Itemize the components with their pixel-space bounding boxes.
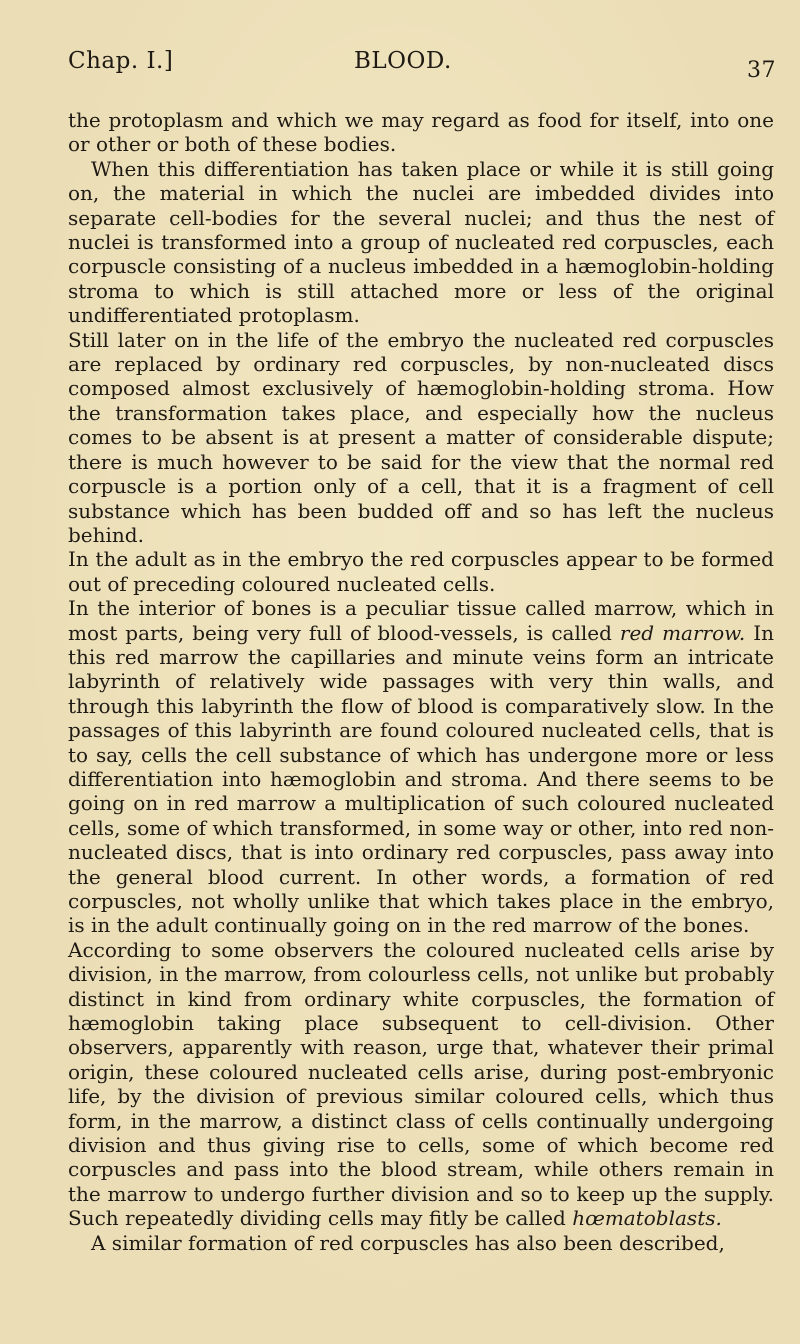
chapter-label: Chap. I.] — [68, 48, 174, 74]
running-head — [68, 48, 776, 88]
paragraph-text: Still later on in the life of the embryo the nucleated red corpuscles are replaced by ordinary red corpuscles, by non-nucleated discs composed almost exclusively of hæmoglobin-holding stroma. How the transformation takes place, and especially how the nucleus comes to be absent is at present a matter of considerable dispute; there is much however to be said for the view that the normal red corpuscle is a portion only of a cell, that it is a fragment of cell substance which has been budded off and so has left the nucleus behind. — [68, 327, 774, 547]
term-emphasis: red marrow. — [619, 620, 746, 645]
paragraph-text: A similar formation of red corpuscles has also been described, — [91, 1230, 725, 1255]
paragraph-text: the protoplasm and which we may regard as food for itself, into one or other or both of these bodies. — [68, 108, 774, 157]
paragraph-text: In the adult as in the embryo the red corpuscles appear to be formed out of preceding coloured nucleated cells. — [68, 547, 774, 596]
paragraph — [68, 108, 774, 157]
paragraph-text: When this differentiation has taken place or while it is still going on, the material in which the nuclei are imbedded divides into separate cell-bodies for the several nuclei; and thus the nest of nuclei is transformed into a group of nucleated red corpuscles, each corpuscle consisting of a nucleus imbedded in a hæmoglobin-holding stroma to which is still attached more or less of the original undifferentiated protoplasm. — [68, 156, 774, 328]
term-emphasis: hœmatoblasts. — [572, 1206, 722, 1231]
paragraph-text: According to some observers the coloured nucleated cells arise by division, in the marrow, from colourless cells, not unlike but probably distinct in kind from ordinary white corpuscles, the formation of hæmoglobin taking place subsequent to cell-division. Other observers, apparently with reason, urge that, whatever their primal origin, these coloured nucleated cells arise, during post-embryonic life, by the division of previous similar coloured cells, which thus form, in the marrow, a distinct class of cells continually undergoing division and thus giving rise to cells, some of which become red corpuscles and pass into the blood stream, while others remain in the marrow to undergo further division and so to keep up the supply. Such repeatedly dividing cells may fitly be called — [68, 937, 774, 1231]
paragraph-text: In this red marrow the capillaries and minute veins form an intricate labyrinth of relatively wide passages with very thin walls, and through this labyrinth the flow of blood is comparatively slow. In the passages of this labyrinth are found coloured nucleated cells, that is to say, cells the cell substance of which has undergone more or less differentiation into hæmoglobin and stroma. And there seems to be going on in red marrow a multiplication of such coloured nucleated cells, some of which transformed, in some way or other, into red non-nucleated discs, that is into ordinary red corpuscles, pass away into the general blood current. In other words, a formation of red corpuscles, not wholly unlike that which takes place in the embryo, is in the adult continually going on in the red marrow of the bones. — [68, 620, 774, 938]
body-text — [68, 108, 774, 1255]
paragraph — [68, 328, 774, 548]
paragraph-text: In the interior of bones is a peculiar tissue called marrow, which in most parts, being very full of blood-vessels, is called — [68, 596, 774, 645]
paragraph — [68, 596, 774, 938]
page-number: 37 — [747, 58, 776, 83]
paragraph — [68, 938, 774, 1231]
paragraph — [68, 1231, 774, 1255]
paragraph — [68, 157, 774, 328]
section-title: BLOOD. — [354, 48, 452, 74]
paragraph — [68, 547, 774, 596]
